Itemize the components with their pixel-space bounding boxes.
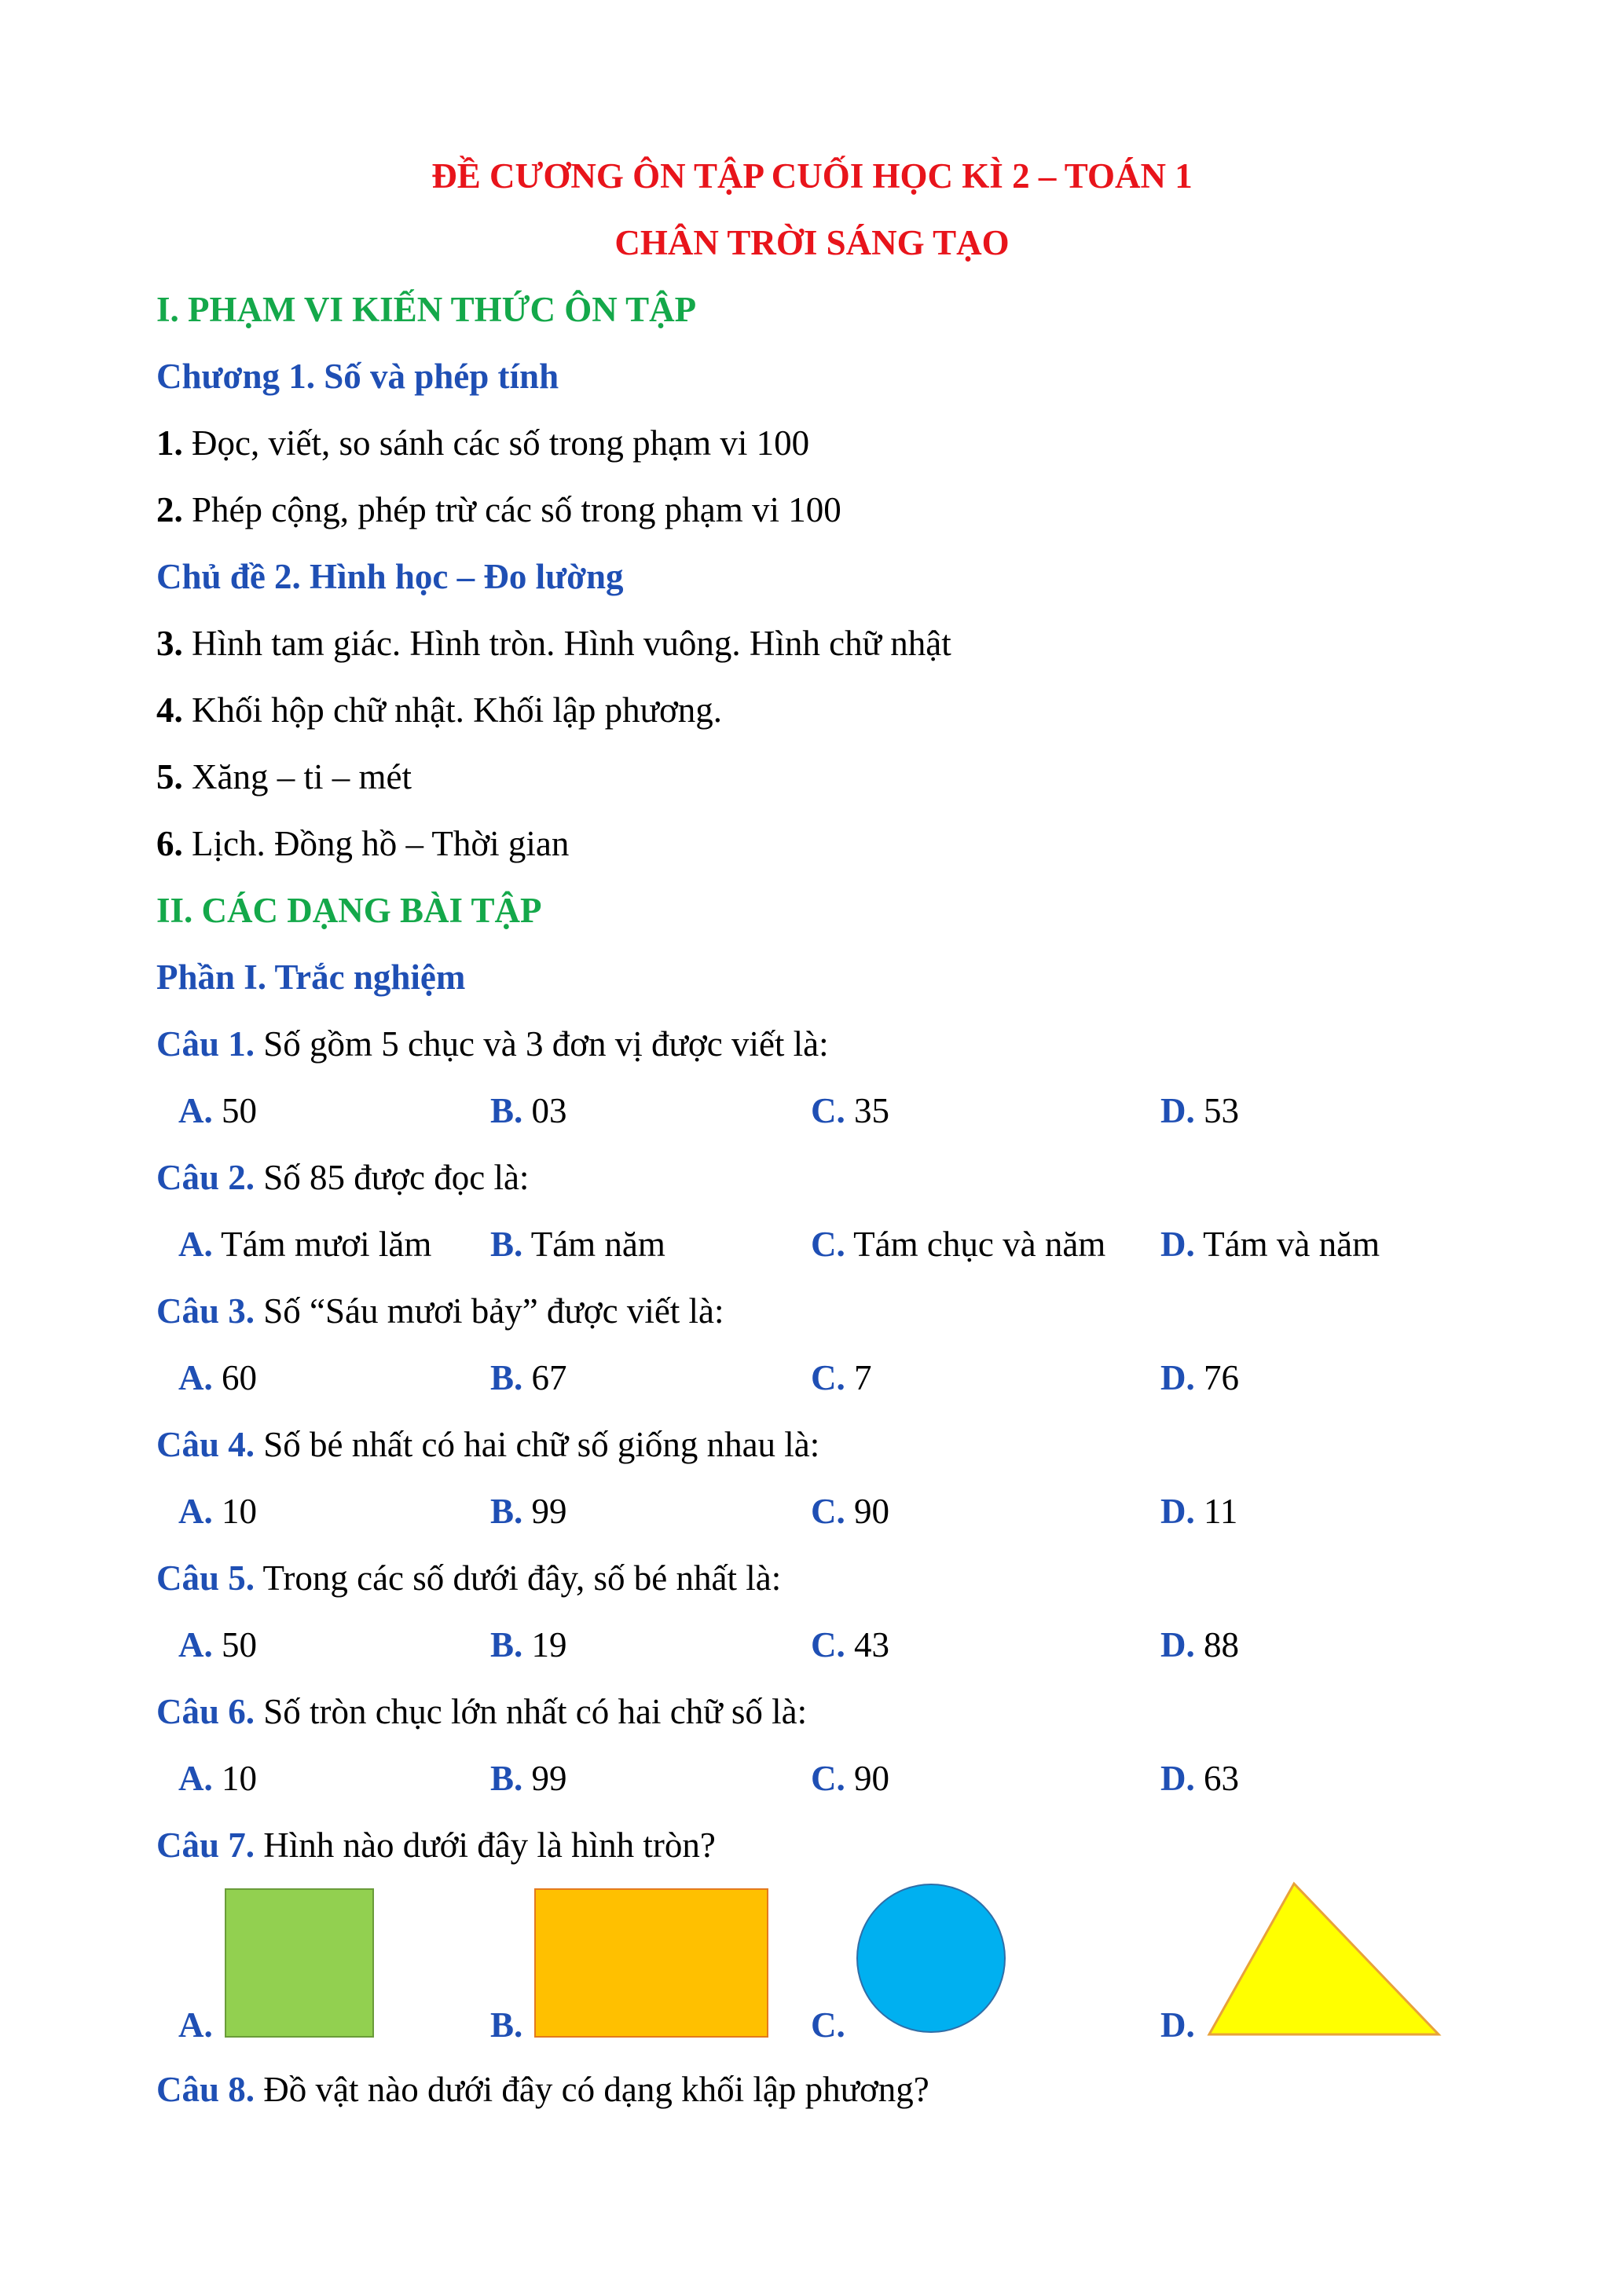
option-key: C. xyxy=(811,1225,845,1264)
question-label: Câu 5. xyxy=(156,1558,255,1598)
document-title-line-2: CHÂN TRỜI SÁNG TẠO xyxy=(614,223,1010,262)
item-number: 5. xyxy=(156,757,183,796)
option-key: B. xyxy=(490,1759,523,1798)
option-key: B. xyxy=(490,2005,523,2045)
question-1 xyxy=(156,1020,829,1067)
option-key: B. xyxy=(490,1625,523,1664)
option-value: Tám năm xyxy=(522,1225,665,1264)
q5-option-b[interactable] xyxy=(490,1621,567,1668)
option-value: 90 xyxy=(845,1759,889,1798)
question-7 xyxy=(156,1822,716,1869)
option-key: D. xyxy=(1160,1225,1195,1264)
blue-circle-shape[interactable] xyxy=(856,1884,1006,2033)
item-number: 3. xyxy=(156,624,183,663)
question-label: Câu 6. xyxy=(156,1692,255,1731)
option-key: A. xyxy=(178,2005,213,2045)
option-key: D. xyxy=(1160,1358,1195,1397)
option-value: 63 xyxy=(1194,1759,1239,1798)
q4-option-b[interactable] xyxy=(490,1488,567,1535)
option-key: B. xyxy=(490,1358,523,1397)
section-1-heading: I. PHẠM VI KIẾN THỨC ÔN TẬP xyxy=(156,290,697,329)
q1-option-a[interactable] xyxy=(178,1087,257,1134)
option-value: 43 xyxy=(845,1625,889,1664)
option-key: D. xyxy=(1160,1091,1195,1130)
option-value: 50 xyxy=(212,1625,257,1664)
chapter-1-heading: Chương 1. Số và phép tính xyxy=(156,357,559,396)
q5-option-a[interactable] xyxy=(178,1621,257,1668)
question-label: Câu 3. xyxy=(156,1291,255,1331)
item-number: 6. xyxy=(156,824,183,863)
option-value: 03 xyxy=(522,1091,567,1130)
option-value: 60 xyxy=(212,1358,257,1397)
option-key: C. xyxy=(811,1091,845,1130)
question-text: Số 85 được đọc là: xyxy=(255,1158,530,1197)
option-key: D. xyxy=(1160,1492,1195,1531)
option-key: A. xyxy=(178,1625,213,1664)
item-number: 2. xyxy=(156,490,183,529)
q4-option-d[interactable] xyxy=(1160,1488,1237,1535)
item-text: Đọc, viết, so sánh các số trong phạm vi 100 xyxy=(182,423,810,463)
option-key: A. xyxy=(178,1091,213,1130)
q3-option-d[interactable] xyxy=(1160,1354,1239,1401)
option-value: Tám mươi lăm xyxy=(212,1225,432,1264)
option-key: C. xyxy=(811,1358,845,1397)
option-key: B. xyxy=(490,1225,523,1264)
q3-option-a[interactable] xyxy=(178,1354,257,1401)
green-square-shape[interactable] xyxy=(225,1888,374,2038)
question-text: Trong các số dưới đây, số bé nhất là: xyxy=(255,1558,782,1598)
question-6 xyxy=(156,1688,807,1735)
q3-option-c[interactable] xyxy=(811,1354,872,1401)
q4-option-c[interactable] xyxy=(811,1488,889,1535)
option-value: 11 xyxy=(1194,1492,1238,1531)
item-text: Xăng – ti – mét xyxy=(182,757,412,796)
q1-option-c[interactable] xyxy=(811,1087,889,1134)
yellow-triangle-shape[interactable] xyxy=(1206,1880,1442,2038)
option-value: 67 xyxy=(522,1358,567,1397)
q4-option-a[interactable] xyxy=(178,1488,257,1535)
option-key: C. xyxy=(811,2005,845,2045)
item-text: Khối hộp chữ nhật. Khối lập phương. xyxy=(182,690,722,730)
option-key: D. xyxy=(1160,2005,1195,2045)
option-value: 19 xyxy=(522,1625,567,1664)
option-key: A. xyxy=(178,1358,213,1397)
option-key: D. xyxy=(1160,1625,1195,1664)
option-key: C. xyxy=(811,1625,845,1664)
question-label: Câu 1. xyxy=(156,1024,255,1064)
option-key: C. xyxy=(811,1492,845,1531)
q1-option-b[interactable] xyxy=(490,1087,567,1134)
option-value: 50 xyxy=(212,1091,257,1130)
question-text: Số gồm 5 chục và 3 đơn vị được viết là: xyxy=(255,1024,829,1064)
question-label: Câu 8. xyxy=(156,2070,255,2109)
knowledge-item-3 xyxy=(156,620,951,667)
q7-option-c[interactable] xyxy=(811,2001,845,2049)
q2-option-d[interactable] xyxy=(1160,1221,1380,1268)
option-value: 88 xyxy=(1194,1625,1239,1664)
option-value: 99 xyxy=(522,1492,567,1531)
item-number: 1. xyxy=(156,423,183,463)
question-text: Hình nào dưới đây là hình tròn? xyxy=(255,1825,716,1865)
q5-option-c[interactable] xyxy=(811,1621,889,1668)
knowledge-item-5 xyxy=(156,753,412,800)
question-text: Số bé nhất có hai chữ số giống nhau là: xyxy=(255,1425,820,1464)
question-3 xyxy=(156,1287,724,1335)
option-key: A. xyxy=(178,1492,213,1531)
q6-option-b[interactable] xyxy=(490,1755,567,1802)
document-title-line-1: ĐỀ CƯƠNG ÔN TẬP CUỐI HỌC KÌ 2 – TOÁN 1 xyxy=(431,156,1193,196)
option-key: B. xyxy=(490,1091,523,1130)
option-key: A. xyxy=(178,1759,213,1798)
option-value: 35 xyxy=(845,1091,889,1130)
option-value: Tám chục và năm xyxy=(845,1225,1106,1264)
option-value: 76 xyxy=(1194,1358,1239,1397)
question-text: Số “Sáu mươi bảy” được viết là: xyxy=(255,1291,724,1331)
orange-rectangle-shape[interactable] xyxy=(534,1888,768,2038)
option-value: 7 xyxy=(845,1358,872,1397)
q3-option-b[interactable] xyxy=(490,1354,567,1401)
knowledge-item-2 xyxy=(156,486,841,533)
question-label: Câu 2. xyxy=(156,1158,255,1197)
option-value: 90 xyxy=(845,1492,889,1531)
q2-option-c[interactable] xyxy=(811,1221,1105,1268)
question-text: Đồ vật nào dưới đây có dạng khối lập phương? xyxy=(255,2070,929,2109)
option-value: Tám và năm xyxy=(1194,1225,1380,1264)
option-key: C. xyxy=(811,1759,845,1798)
q7-option-b[interactable] xyxy=(490,2001,522,2049)
question-text: Số tròn chục lớn nhất có hai chữ số là: xyxy=(255,1692,808,1731)
item-text: Phép cộng, phép trừ các số trong phạm vi 100 xyxy=(182,490,841,529)
q6-option-c[interactable] xyxy=(811,1755,889,1802)
triangle-polygon xyxy=(1209,1884,1439,2034)
option-key: B. xyxy=(490,1492,523,1531)
question-5 xyxy=(156,1554,781,1602)
q2-option-a[interactable] xyxy=(178,1221,431,1268)
question-label: Câu 4. xyxy=(156,1425,255,1464)
q7-option-d[interactable] xyxy=(1160,2001,1195,2049)
q2-option-b[interactable] xyxy=(490,1221,665,1268)
knowledge-item-6 xyxy=(156,820,569,867)
option-key: A. xyxy=(178,1225,213,1264)
question-8 xyxy=(156,2066,929,2113)
question-label: Câu 7. xyxy=(156,1825,255,1865)
option-value: 99 xyxy=(522,1759,567,1798)
q6-option-a[interactable] xyxy=(178,1755,257,1802)
q5-option-d[interactable] xyxy=(1160,1621,1239,1668)
chapter-2-heading: Chủ đề 2. Hình học – Đo lường xyxy=(156,557,624,596)
option-value: 10 xyxy=(212,1492,257,1531)
item-number: 4. xyxy=(156,690,183,730)
part-1-heading: Phần I. Trắc nghiệm xyxy=(156,958,466,997)
question-4 xyxy=(156,1421,819,1468)
option-key: D. xyxy=(1160,1759,1195,1798)
q7-option-a[interactable] xyxy=(178,2001,213,2049)
option-value: 10 xyxy=(212,1759,257,1798)
item-text: Hình tam giác. Hình tròn. Hình vuông. Hình chữ nhật xyxy=(182,624,951,663)
q1-option-d[interactable] xyxy=(1160,1087,1239,1134)
section-2-heading: II. CÁC DẠNG BÀI TẬP xyxy=(156,891,542,930)
question-2 xyxy=(156,1154,529,1201)
q6-option-d[interactable] xyxy=(1160,1755,1239,1802)
item-text: Lịch. Đồng hồ – Thời gian xyxy=(182,824,570,863)
knowledge-item-1 xyxy=(156,419,809,467)
option-value: 53 xyxy=(1194,1091,1239,1130)
knowledge-item-4 xyxy=(156,687,722,734)
